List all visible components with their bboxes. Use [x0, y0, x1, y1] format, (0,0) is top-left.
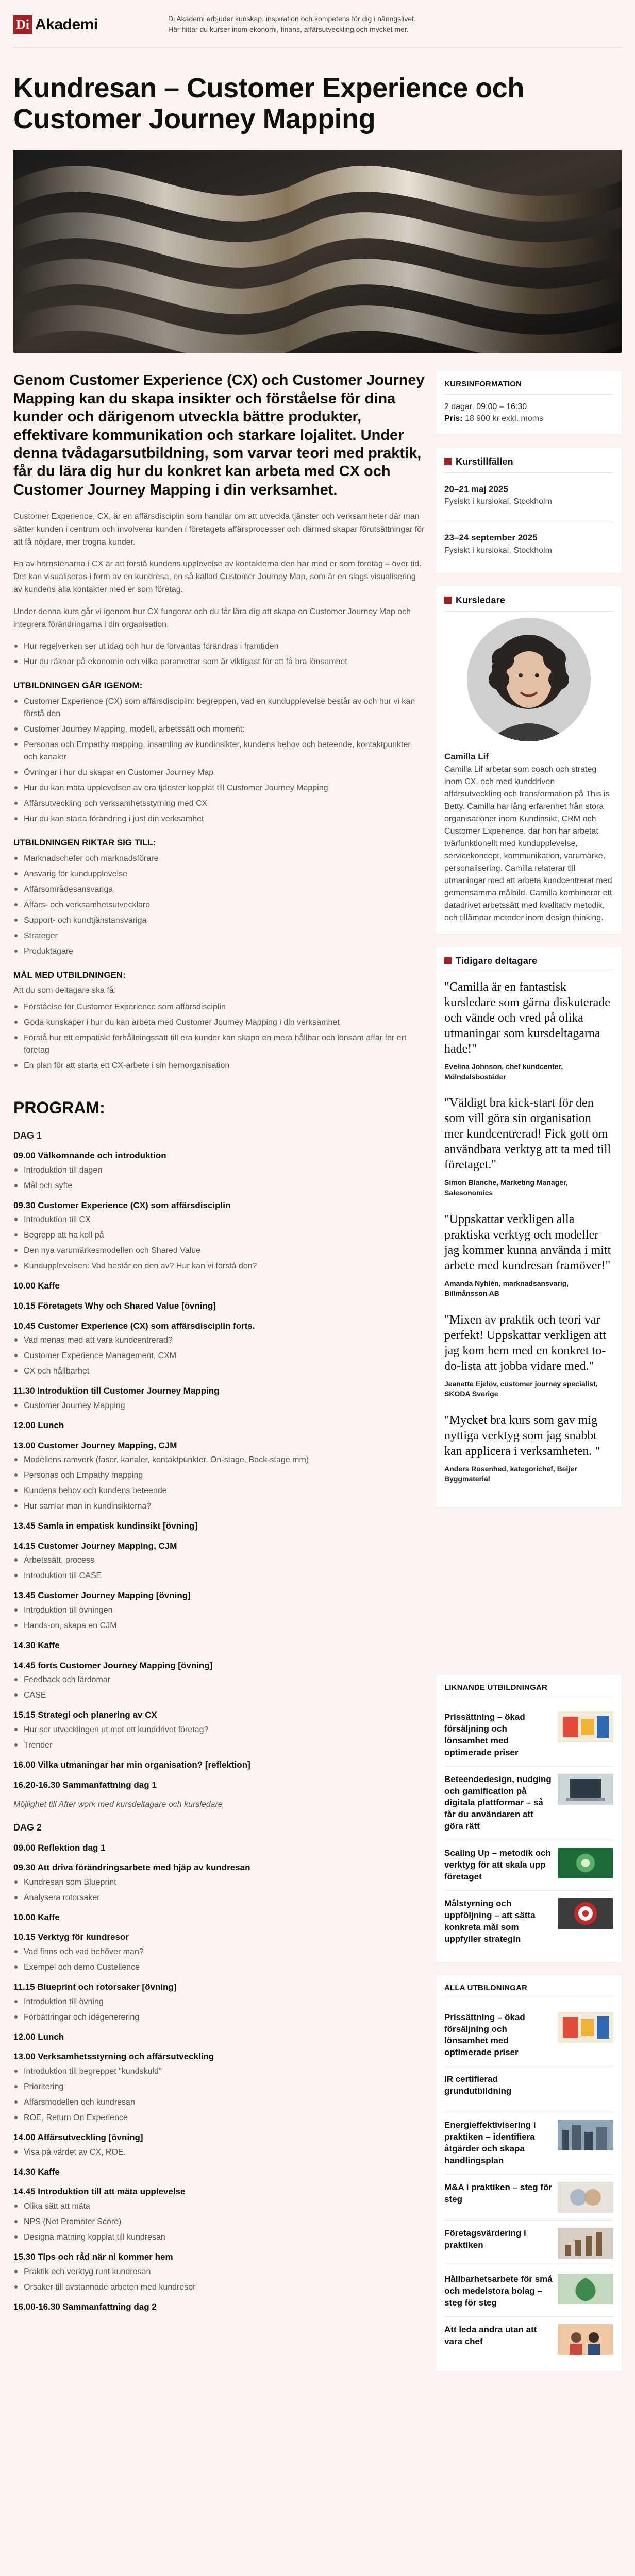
testimonial-author: Jeanette Ejelöv, customer journey specialist, SKODA Sverige — [444, 1379, 598, 1398]
session-title: 12.00 Lunch — [13, 1420, 64, 1430]
card-heading: KURSINFORMATION — [444, 379, 613, 395]
list-item: NPS (Net Promoter Score) — [13, 2216, 426, 2228]
list-item: Förstå hur ett empatiskt förhållningssätt till era kunder kan skapa en mera hållbar och lönsam affär för ert företag — [13, 1032, 426, 1057]
price-value: 18 900 kr exkl. moms — [465, 414, 544, 423]
course-link[interactable] — [444, 2266, 613, 2317]
day2-schedule — [13, 1842, 426, 2314]
intro-paragraph: En av hörnstenarna i CX är att förstå kundens upplevelse av kontakterna den har med er som företag – över tid. Det kan visualiseras i form av en kundresa, en så kallad Customer Journey Map, som är en slags visualisering av kundens alla kontakter med er som företag. — [13, 560, 422, 595]
teacher-card — [436, 586, 622, 934]
tagline — [168, 13, 416, 35]
related-courses-card — [436, 1675, 622, 1962]
day-label: DAG 1 — [13, 1130, 42, 1141]
session-list — [13, 1454, 426, 1513]
list-item: Mål och syfte — [13, 1180, 426, 1192]
course-title: Beteendedesign, nudging och gamification på digitala plattformar – så får du användaren att göra rätt — [444, 1774, 552, 1832]
page-title: Kundresan – Customer Experience och Customer Journey Mapping — [13, 72, 524, 134]
top-bar — [13, 0, 622, 48]
course-title: Målstyrning och uppföljning – att sätta konkreta mål som uppfyller strategin — [444, 1899, 536, 1944]
section-heading: MÅL MED UTBILDNINGEN: — [13, 970, 126, 980]
course-link[interactable] — [444, 1767, 613, 1841]
list-item: Personas och Empathy mapping, insamling av kundinsikter, kundens behov och beteende, kontaktpunkter och kanaler — [13, 739, 426, 764]
date-location: Fysiskt i kurslokal, Stockholm — [444, 546, 552, 555]
session-list — [13, 1164, 426, 1192]
list-item: Introduktion till CX — [13, 1214, 426, 1226]
course-link[interactable] — [444, 2066, 613, 2112]
session-list — [13, 1604, 426, 1632]
red-square-icon — [444, 458, 452, 465]
list-item: Customer Journey Mapping — [13, 1400, 426, 1412]
session-title: 14.15 Customer Journey Mapping, CJM — [13, 1540, 177, 1551]
intro-paragraph: Under denna kurs går vi igenom hur CX fungerar och du får lära dig att skapa en Customer Journey Map och integrera förändringarna i din organisation. — [13, 607, 411, 629]
logo-text: Akademi — [35, 16, 98, 33]
session-list — [13, 1724, 426, 1752]
session-title: 09.00 Välkomnande och introduktion — [13, 1150, 166, 1161]
list-item: CASE — [13, 1689, 426, 1702]
day1-schedule — [13, 1149, 426, 1791]
list-item: Affärsutveckling och verksamhetsstyrning med CX — [13, 798, 426, 810]
hero-abstract-art — [13, 150, 622, 353]
course-link[interactable] — [444, 2005, 613, 2067]
testimonial-author: Simon Blanche, Marketing Manager, Salesonomics — [444, 1178, 568, 1197]
goes-through-list — [13, 696, 426, 825]
list-item: Analysera rotorsaker — [13, 1892, 426, 1904]
list-item: Förbättringar och idégenerering — [13, 2011, 426, 2024]
card-heading: LIKNANDE UTBILDNINGAR — [444, 1682, 613, 1698]
course-thumbnail — [558, 2012, 613, 2043]
program-heading: PROGRAM: — [13, 1098, 105, 1117]
date: 20–21 maj 2025 — [444, 484, 508, 494]
course-title: Företagsvärdering i praktiken — [444, 2228, 526, 2250]
goals-list — [13, 1001, 426, 1072]
testimonial-quote: "Mycket bra kurs som gav mig nyttiga verktyg som jag snabbt kan applicera i verksamheten. " — [444, 1413, 600, 1458]
course-date[interactable] — [444, 522, 613, 564]
lead-paragraph: Genom Customer Experience (CX) och Customer Journey Mapping kan du skapa insikter och förståelse för dina kunder och därigenom utveckla bättre produkter, effektivare kommunikation och starkare lojalitet. Under denna tvådagarsutbildning, som varvar teori med praktik, får du lära dig hur du konkret kan arbeta med CX och Customer Journey Mapping i din verksamhet. — [13, 372, 425, 498]
session-list — [13, 2200, 426, 2244]
list-item: Exempel och demo Custellence — [13, 1961, 426, 1974]
course-link[interactable] — [444, 1891, 613, 1953]
intro-paragraph: Customer Experience, CX, är en affärsdisciplin som handlar om att utveckla tjänster och verksamheter där man sätter kunden i centrum och involverar kunden i företagets affärsprocesser och därmed skapar förutsättningar för att få nöjdare, mer trogna kunder. — [13, 512, 425, 547]
course-thumbnail — [558, 2182, 613, 2213]
session-title: 16.00 Vilka utmaningar har min organisation? [reflektion] — [13, 1760, 250, 1770]
session-list — [13, 1876, 426, 1904]
session-title: 10.00 Kaffe — [13, 1281, 60, 1291]
testimonial-author: Evelina Johnson, chef kundcenter, Mölndalsbostäder — [444, 1062, 563, 1081]
course-title: Scaling Up – metodik och verktyg för att skala upp företaget — [444, 1848, 551, 1882]
session-list — [13, 1996, 426, 2024]
list-item: Kundens behov och kundens beteende — [13, 1485, 426, 1497]
sidebar — [436, 371, 622, 2384]
course-thumbnail — [558, 1711, 613, 1742]
list-item: Affärsområdesansvariga — [13, 884, 426, 896]
session-title: 13.00 Verksamhetsstyrning och affärsutveckling — [13, 2052, 214, 2062]
session-title: 10.00 Kaffe — [13, 1912, 60, 1922]
intro-list — [13, 640, 426, 668]
session-title: 11.15 Blueprint och rotorsaker [övning] — [13, 1982, 177, 1992]
course-thumbnail — [558, 2074, 613, 2105]
session-title: 16.00-16.30 Sammanfattning dag 2 — [13, 2301, 157, 2312]
course-link[interactable] — [444, 2112, 613, 2175]
card-heading: ALLA UTBILDNINGAR — [444, 1982, 613, 1998]
session-list — [13, 1674, 426, 1702]
list-item: Modellens ramverk (faser, kanaler, kontaktpunkter, On-stage, Back-stage mm) — [13, 1454, 426, 1466]
card-heading — [444, 954, 613, 972]
list-item: Vad finns och vad behöver man? — [13, 1946, 426, 1958]
list-item: Support- och kundtjänstansvariga — [13, 914, 426, 927]
course-date[interactable] — [444, 479, 613, 515]
session-title: 14.45 forts Customer Journey Mapping [övning] — [13, 1660, 213, 1670]
testimonial-quote: "Uppskattar verkligen alla praktiska verktyg och modeller jag kommer kunna använda i mitt arbete med kundresan framöver!" — [444, 1212, 611, 1273]
session-title: 14.45 Introduktion till att mäta upplevelse — [13, 2187, 186, 2197]
session-title: 16.20-16.30 Sammanfattning dag 1 — [13, 1780, 157, 1790]
list-item: Vad menas med att vara kundcentrerad? — [13, 1334, 426, 1347]
list-item: Customer Journey Mapping, modell, arbetssätt och moment: — [13, 723, 426, 736]
teacher-portrait — [467, 618, 591, 741]
session-title: 15.30 Tips och råd när ni kommer hem — [13, 2251, 173, 2262]
card-heading — [444, 455, 613, 473]
list-item: Feedback och lärdomar — [13, 1674, 426, 1686]
testimonial-quote: "Camilla är en fantastisk kursledare som gärna diskuterade och vände och vred på olika utmaningar som kursdeltagarna hade!" — [444, 980, 610, 1056]
list-item: Hur ser utvecklingen ut mot ett kunddrivet företag? — [13, 1724, 426, 1736]
card-heading-label: Kurstillfällen — [456, 456, 513, 467]
course-title: Energieffektivisering i praktiken – identifiera åtgärder och skapa handlingsplan — [444, 2120, 536, 2166]
session-list — [13, 1400, 426, 1412]
session-list — [13, 1334, 426, 1378]
goals-subheading: Att du som deltagare ska få: — [13, 986, 116, 995]
day-label: DAG 2 — [13, 1822, 42, 1833]
course-link[interactable] — [444, 2221, 613, 2266]
course-thumbnail — [558, 2120, 613, 2150]
session-title: 09.30 Customer Experience (CX) som affärsdisciplin — [13, 1200, 231, 1210]
related-course-list — [444, 1704, 613, 1953]
course-title: M&A i praktiken – steg för steg — [444, 2182, 553, 2205]
main-content — [13, 371, 426, 2384]
session-title: 12.00 Lunch — [13, 2031, 64, 2042]
red-square-icon — [444, 957, 452, 964]
course-link[interactable] — [444, 1840, 613, 1891]
list-item: Introduktion till dagen — [13, 1164, 426, 1177]
list-item: Strateger — [13, 930, 426, 942]
course-thumbnail — [558, 2324, 613, 2355]
date-location: Fysiskt i kurslokal, Stockholm — [444, 497, 552, 506]
list-item: Hur regelverken ser ut idag och hur de förväntas förändras i framtiden — [13, 640, 426, 653]
duration: 2 dagar, 09:00 – 16:30 — [444, 402, 527, 412]
date: 23–24 september 2025 — [444, 533, 538, 543]
list-item: Introduktion till övningen — [13, 1604, 426, 1617]
list-item: Orsaker till avstannade arbeten med kundresor — [13, 2281, 426, 2294]
course-info-card — [436, 371, 622, 434]
course-dates-card — [436, 448, 622, 573]
list-item: Ansvarig för kundupplevelse — [13, 868, 426, 880]
session-list — [13, 1946, 426, 1974]
course-title: IR certifierad grundutbildning — [444, 2074, 512, 2096]
list-item: Hands-on, skapa en CJM — [13, 1620, 426, 1632]
course-thumbnail — [558, 1898, 613, 1929]
all-courses-card — [436, 1975, 622, 2371]
card-heading-label: Kursledare — [456, 595, 506, 606]
session-list — [13, 1214, 426, 1273]
course-thumbnail — [558, 1848, 613, 1878]
sidebar-spacer — [436, 1520, 622, 1675]
list-item: En plan för att starta ett CX-arbete i sin hemorganisation — [13, 1060, 426, 1072]
testimonial-quote: "Väldigt bra kick-start för den som vill göra sin organisation mer kundcentrerad! Fick gott om användbara verktyg att ta med till företaget." — [444, 1096, 611, 1172]
course-title: Prissättning – ökad försäljning och lönsamhet med optimerade priser — [444, 1711, 525, 1757]
list-item: Affärs- och verksamhetsutvecklare — [13, 899, 426, 911]
session-title: 14.30 Kaffe — [13, 1640, 60, 1651]
course-thumbnail — [558, 2274, 613, 2304]
price — [444, 413, 613, 425]
tagline-line: Här hittar du kurser inom ekonomi, finans, affärsutveckling och mycket mer. — [168, 25, 409, 33]
session-title: 13.00 Customer Journey Mapping, CJM — [13, 1440, 177, 1450]
price-label: Pris: — [444, 414, 463, 423]
session-title: 10.15 Verktyg för kundresor — [13, 1932, 129, 1942]
logo[interactable] — [13, 13, 168, 36]
testimonial-quote: "Mixen av praktik och teori var perfekt! Uppskattar verkligen att jag kom hem med en konkret to-do-lista att jobba vidare med." — [444, 1313, 606, 1373]
course-link[interactable] — [444, 2317, 613, 2362]
session-list — [13, 2065, 426, 2124]
list-item: Goda kunskaper i hur du kan arbeta med Customer Journey Mapping i din verksamhet — [13, 1016, 426, 1029]
list-item: Kundresan som Blueprint — [13, 1876, 426, 1889]
list-item: Praktik och verktyg runt kundresan — [13, 2266, 426, 2278]
course-link[interactable] — [444, 1704, 613, 1767]
logo-mark: Di — [13, 15, 32, 34]
list-item: Hur samlar man in kundinsikterna? — [13, 1500, 426, 1513]
list-item: Designa mätning kopplat till kundresan — [13, 2231, 426, 2244]
session-title: 13.45 Customer Journey Mapping [övning] — [13, 1590, 191, 1601]
list-item: Introduktion till CASE — [13, 1570, 426, 1582]
list-item: Förståelse för Customer Experience som affärsdisciplin — [13, 1001, 426, 1013]
teacher-photo — [467, 618, 591, 741]
list-item: Produktägare — [13, 945, 426, 958]
course-title: Hållbarhetsarbete för små och medelstora bolag – steg för steg — [444, 2274, 553, 2308]
session-list — [13, 2146, 426, 2159]
target-list — [13, 853, 426, 958]
list-item: Begrepp att ha koll på — [13, 1229, 426, 1242]
session-title: 10.45 Customer Experience (CX) som affärsdisciplin forts. — [13, 1320, 255, 1331]
list-item: Introduktion till begreppet "kundskuld" — [13, 2065, 426, 2078]
session-title: 14.30 Kaffe — [13, 2166, 60, 2177]
testimonials-card — [436, 947, 622, 1507]
list-item: Övningar i hur du skapar en Customer Journey Map — [13, 767, 426, 779]
session-title: 13.45 Samla in empatisk kundinsikt [övning] — [13, 1521, 198, 1531]
list-item: Hur du kan starta förändring i just din verksamhet — [13, 813, 426, 825]
session-list — [13, 2266, 426, 2294]
list-item: Kundupplevelsen: Vad består en den av? Hur kan vi förstå den? — [13, 1260, 426, 1273]
list-item: Marknadschefer och marknadsförare — [13, 853, 426, 865]
list-item: Hur du kan mäta upplevelsen av era tjänster kopplat till Customer Journey Mapping — [13, 782, 426, 794]
list-item: Customer Experience Management, CXM — [13, 1350, 426, 1362]
section-heading: UTBILDNINGEN RIKTAR SIG TILL: — [13, 838, 156, 848]
card-heading-label: Tidigare deltagare — [456, 956, 538, 967]
tagline-line: Di Akademi erbjuder kunskap, inspiration och kompetens för dig i näringslivet. — [168, 14, 416, 23]
session-title: 09.00 Reflektion dag 1 — [13, 1842, 106, 1853]
list-item: Trender — [13, 1739, 426, 1752]
session-list — [13, 1554, 426, 1582]
course-link[interactable] — [444, 2175, 613, 2221]
list-item: Affärsmodellen och kundresan — [13, 2096, 426, 2109]
session-title: 14.00 Affärsutveckling [övning] — [13, 2132, 143, 2143]
afterwork-note: Möjlighet till After work med kursdeltagare och kursledare — [13, 1800, 223, 1809]
session-title: 15.15 Strategi och planering av CX — [13, 1710, 157, 1720]
list-item: Customer Experience (CX) som affärsdisciplin: begreppen, vad en kundupplevelse består av och hur vi kan förstå den — [13, 696, 426, 720]
card-heading — [444, 594, 613, 612]
testimonial-author: Amanda Nyhlén, marknadsansvarig, Billmånsson AB — [444, 1279, 569, 1298]
hero-image — [13, 150, 622, 353]
list-item: Den nya varumärkesmodellen och Shared Value — [13, 1245, 426, 1257]
course-thumbnail — [558, 1774, 613, 1805]
list-item: Arbetssätt, process — [13, 1554, 426, 1567]
list-item: Visa på värdet av CX, ROE. — [13, 2146, 426, 2159]
list-item: CX och hållbarhet — [13, 1365, 426, 1378]
all-course-list — [444, 2005, 613, 2362]
testimonial-list — [444, 979, 613, 1484]
teacher-name: Camilla Lif — [444, 752, 489, 762]
list-item: ROE, Return On Experience — [13, 2112, 426, 2124]
red-square-icon — [444, 597, 452, 604]
course-title: Att leda andra utan att vara chef — [444, 2324, 537, 2346]
list-item: Hur du räknar på ekonomin och vilka parametrar som är viktigast för att få bra lönsamhet — [13, 656, 426, 668]
session-title: 10.15 Företagets Why och Shared Value [övning] — [13, 1300, 216, 1311]
list-item: Prioritering — [13, 2081, 426, 2093]
course-thumbnail — [558, 2228, 613, 2259]
session-title: 09.30 Att driva förändringsarbete med hjäp av kundresan — [13, 1862, 250, 1873]
list-item: Introduktion till övning — [13, 1996, 426, 2008]
list-item: Olika sätt att mäta — [13, 2200, 426, 2213]
session-title: 11.30 Introduktion till Customer Journey Mapping — [13, 1386, 220, 1396]
course-title: Prissättning – ökad försäljning och lönsamhet med optimerade priser — [444, 2012, 525, 2058]
section-heading: UTBILDNINGEN GÅR IGENOM: — [13, 681, 143, 691]
teacher-bio: Camilla Lif arbetar som coach och strateg inom CX, och med kunddriven affärsutveckling och transformation på This is Betty. Camilla har lång erfarenhet från stora organisationer inom Kundinsikt, CRM och Customer Experience, där hon har arbetat tvärfunktionellt med kundupplevelse, servicekoncept, kommunikation, varumärke, personalisering. Camilla relaterar till utmaningar med att arbeta kundcentrerat med gemensamma målbild. Camilla kombinerar ett datadrivet arbetssätt med kvalitativ metodik, och tillämpar metoder inom design thinking. — [444, 765, 612, 923]
list-item: Personas och Empathy mapping — [13, 1469, 426, 1482]
testimonial-author: Anders Rosenhed, kategorichef, Beijer Byggmaterial — [444, 1464, 577, 1483]
